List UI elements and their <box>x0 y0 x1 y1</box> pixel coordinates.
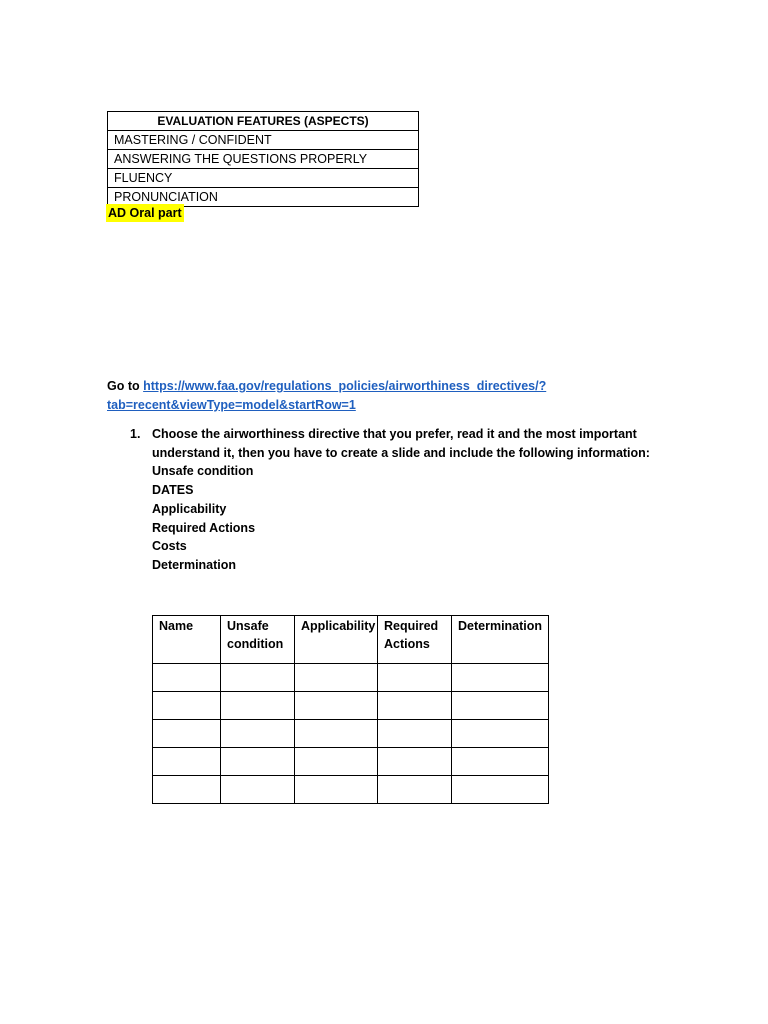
info-item: Costs <box>152 539 187 554</box>
instruction-line: understand it, then you have to create a slide and include the following information: <box>152 445 650 460</box>
link-line-2: tab=recent&viewType=model&startRow=1 <box>107 398 356 412</box>
list-number: 1. <box>130 427 141 441</box>
header-cell <box>295 616 378 664</box>
table-cell <box>295 776 378 804</box>
table-cell <box>378 748 452 776</box>
table-cell <box>378 720 452 748</box>
table-cell <box>452 664 549 692</box>
info-item: Applicability <box>152 501 227 516</box>
header-line: Name <box>159 619 194 633</box>
link-line-1: https://www.faa.gov/regulations_policies/airworthiness_directives/? <box>143 379 547 393</box>
evaluation-row: ANSWERING THE QUESTIONS PROPERLY <box>108 150 419 169</box>
evaluation-row: FLUENCY <box>108 169 419 188</box>
instruction-body <box>152 425 650 575</box>
table-cell <box>221 692 295 720</box>
evaluation-row: PRONUNCIATION <box>108 188 419 207</box>
goto-paragraph <box>107 377 547 415</box>
table-row <box>153 664 549 692</box>
table-cell <box>295 720 378 748</box>
table-cell <box>221 748 295 776</box>
info-item: DATES <box>152 483 194 498</box>
header-cell <box>153 616 221 664</box>
evaluation-row: MASTERING / CONFIDENT <box>108 131 419 150</box>
header-line: Required <box>384 619 439 633</box>
table-cell <box>452 720 549 748</box>
info-item: Unsafe condition <box>152 464 254 479</box>
table-cell <box>153 720 221 748</box>
table-cell <box>452 692 549 720</box>
table-cell <box>452 776 549 804</box>
table-cell <box>452 748 549 776</box>
table-cell <box>295 664 378 692</box>
table-row <box>153 720 549 748</box>
table-cell <box>153 664 221 692</box>
table-cell <box>221 776 295 804</box>
table-cell <box>378 664 452 692</box>
info-item: Determination <box>152 557 237 572</box>
ad-information-table <box>152 615 549 804</box>
table-cell <box>378 776 452 804</box>
table-cell <box>153 748 221 776</box>
evaluation-features-table <box>107 111 419 207</box>
evaluation-header: EVALUATION FEATURES (ASPECTS) <box>108 112 419 131</box>
highlighted-section-label: AD Oral part <box>108 206 182 220</box>
table-cell <box>295 748 378 776</box>
table-row <box>153 692 549 720</box>
instruction-list <box>130 425 650 575</box>
table-cell <box>221 720 295 748</box>
header-cell <box>452 616 549 664</box>
table-cell <box>378 692 452 720</box>
table-row <box>153 748 549 776</box>
table-row <box>153 776 549 804</box>
ad-table-body <box>153 664 549 804</box>
header-line: Unsafe <box>227 619 269 633</box>
goto-label: Go to <box>107 379 144 393</box>
info-item: Required Actions <box>152 520 256 535</box>
header-cell <box>378 616 452 664</box>
table-cell <box>153 776 221 804</box>
header-line: Applicability <box>301 619 376 633</box>
header-cell <box>221 616 295 664</box>
faa-ad-link[interactable] <box>107 379 546 412</box>
table-cell <box>221 664 295 692</box>
header-line: condition <box>227 637 284 651</box>
header-line: Determination <box>458 619 543 633</box>
header-line: Actions <box>384 637 430 651</box>
table-cell <box>295 692 378 720</box>
instruction-line: Choose the airworthiness directive that you prefer, read it and the most important <box>152 427 637 441</box>
table-cell <box>153 692 221 720</box>
